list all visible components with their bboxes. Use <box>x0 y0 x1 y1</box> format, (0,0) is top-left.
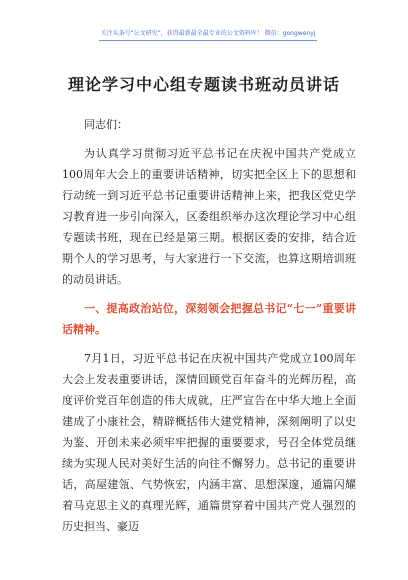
section-heading: 一、提高政治站位，深刻领会把握总书记“七一”重要讲话精神。 <box>62 302 356 336</box>
document-content <box>62 114 356 545</box>
paragraph-2: 7月1日，习近平总书记在庆祝中国共产党成立100周年大会上发表重要讲话，深情回顾党百年奋斗的光辉历程，高度评价党百年创造的伟大成就，庄严宣告在中华大地上全面建成了小康社会，精辟概括伟大建党精神，深刻阐明了以史为鉴、开创未来必须牢牢把握的重要要求，号召全体党员继续为实现人民对美好生活的向往不懈努力。总书记的重要讲话，高屋建瓴、气势恢宏，内涵丰富、思想深邃，通篇闪耀着马克思主义的真理光辉，通篇贯穿着中国共产党人强烈的历史担当、豪迈 <box>62 352 356 533</box>
greeting-text: 同志们： <box>84 118 128 131</box>
document-title: 理论学习中心组专题读书班动员讲话 <box>67 75 340 94</box>
paragraph-1: 为认真学习贯彻习近平总书记在庆祝中国共产党成立100周年大会上的重要讲话精神，切实把全区上下的思想和行动统一到习近平总书记重要讲话精神上来，把我区党史学习教育进一步引向深入，区委组织举办这次理论学习中心组专题读书班，现在已经是第三期。根据区委的安排，结合近期个人的学习思考，与大家进行一下交流，也算这期培训班的动员讲话。 <box>62 147 356 286</box>
promo-banner <box>80 20 336 41</box>
promo-banner-text: 关注头条号“公文研究”，获得最新最全最专业的公文资料库！ 微信：gongwenyj <box>99 29 318 41</box>
